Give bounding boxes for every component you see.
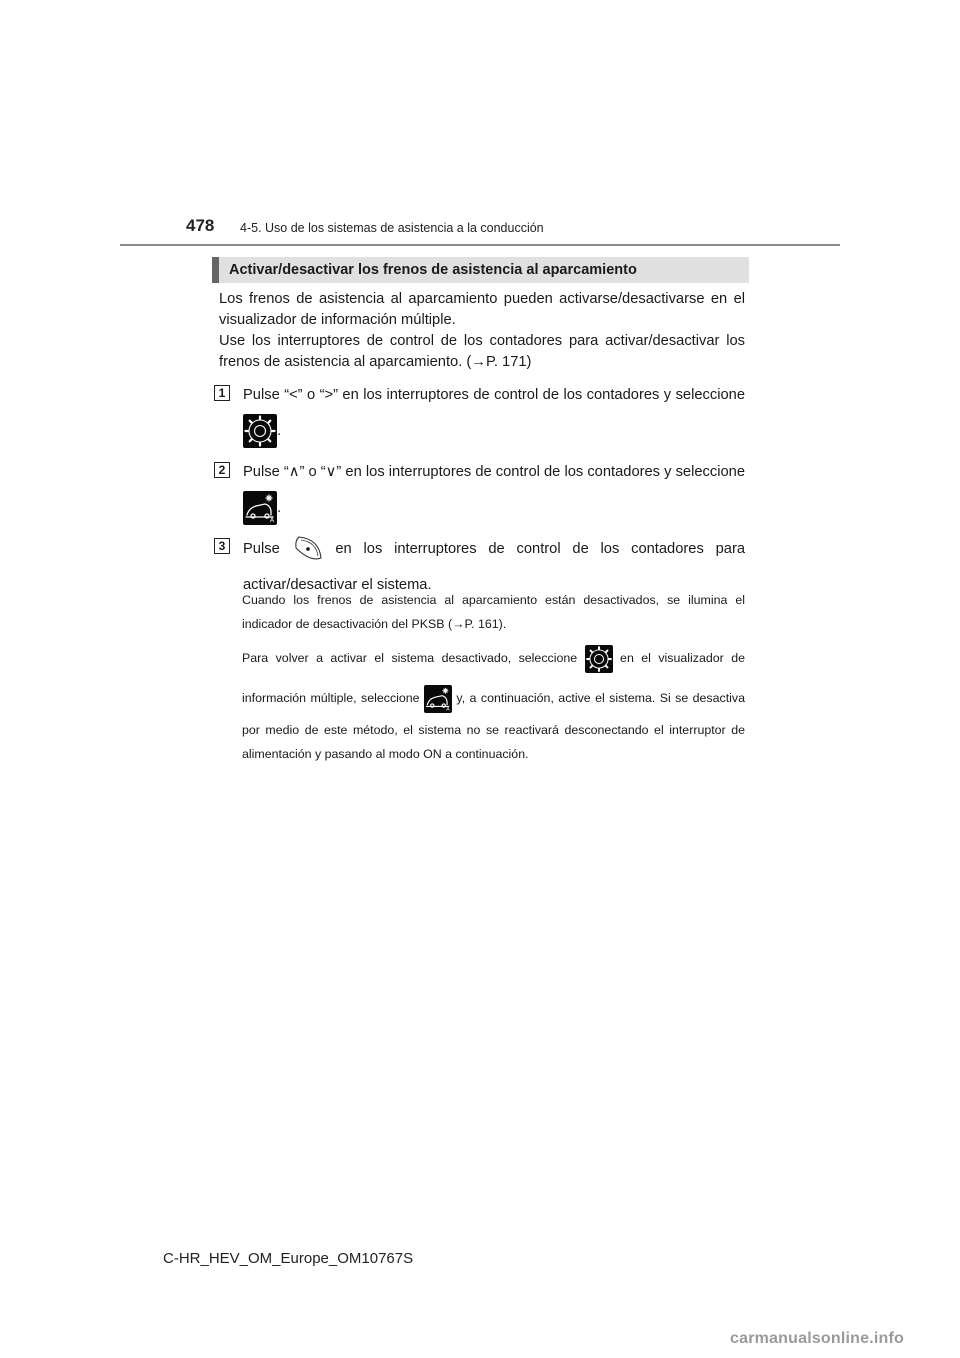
section-heading-bar <box>212 257 749 283</box>
svg-text:A: A <box>446 706 450 713</box>
section-title: 4-5. Uso de los sistemas de asistencia a la conducción <box>240 221 544 235</box>
step-number-3: 3 <box>214 538 230 554</box>
intro-line-2: Use los interruptores de control de los contadores para activar/desactivar los frenos de asistencia al aparcamiento. (→P. 171) <box>219 333 745 370</box>
note-reactivate <box>242 638 745 766</box>
step-1-end: . <box>277 423 282 439</box>
intro-line-1: Los frenos de asistencia al aparcamiento pueden activarse/desactivarse en el visualizador de información múltiple. <box>219 291 745 328</box>
note-pksb-indicator: Cuando los frenos de asistencia al aparcamiento están desactivados, se ilumina el indicador de desactivación del PKSB (→P. 161). <box>242 593 745 631</box>
note-2-part-2: en el visualizador de información múltiple, seleccione <box>242 651 746 705</box>
watermark: carmanualsonline.info <box>730 1330 905 1347</box>
pksb-car-icon-small <box>424 685 452 713</box>
pksb-car-icon <box>243 491 277 525</box>
step-2-end: . <box>277 500 282 516</box>
step-2 <box>243 454 745 526</box>
settings-gear-icon <box>243 414 277 448</box>
intro-paragraph <box>219 289 745 373</box>
step-3-text-b: en los interruptores de control de los contadores para activar/desactivar el sistema. <box>243 541 746 593</box>
section-heading: Activar/desactivar los frenos de asistencia al aparcamiento <box>229 262 637 278</box>
step-1 <box>243 377 745 449</box>
step-2-text: Pulse “∧” o “∨” en los interruptores de control de los contadores y seleccione <box>243 464 745 480</box>
step-1-text: Pulse “<” o “>” en los interruptores de control de los contadores y seleccione <box>243 387 745 403</box>
note-2-part-3: y, a continuación, active el sistema. Si se desactiva por medio de este método, el sistema no se reactivará desconectando el interruptor de alimentación y pasando al modo ON a continuación. <box>242 691 745 761</box>
page-number: 478 <box>186 216 215 235</box>
note-2-part-1: Para volver a activar el sistema desactivado, seleccione <box>242 651 585 665</box>
meter-control-switch-icon <box>292 534 324 564</box>
settings-gear-icon-small <box>585 645 613 673</box>
document-code-footer: C-HR_HEV_OM_Europe_OM10767S <box>163 1250 414 1267</box>
step-number-1: 1 <box>214 385 230 401</box>
header-rule <box>120 244 840 246</box>
step-number-2: 2 <box>214 462 230 478</box>
svg-text:A: A <box>270 517 275 525</box>
step-3-text-a: Pulse <box>243 541 292 557</box>
